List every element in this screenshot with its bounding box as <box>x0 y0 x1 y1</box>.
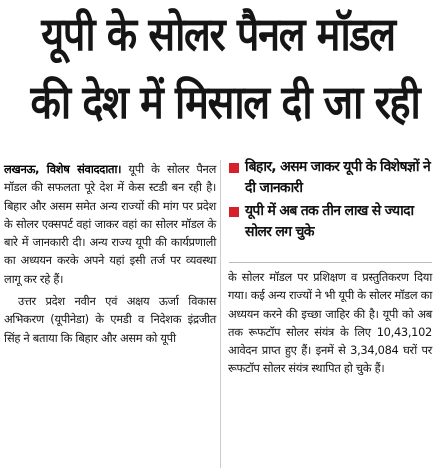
article-paragraph-2: उत्तर प्रदेश नवीन एवं अक्षय ऊर्जा विकास अभिकरण (यूपीनेडा) के एमडी व निदेशक इंद्रजीत सिंह ने बताया कि बिहार और असम को यूपी <box>4 294 216 345</box>
highlights-divider <box>229 262 432 263</box>
article-paragraph-3: के सोलर मॉडल पर प्रशिक्षण व प्रस्तुतिकरण दिया गया। कई अन्य राज्यों ने भी यूपी के सोलर मॉडल का अध्ययन करने की इच्छा जाहिर की है। यूपी को अब तक रूफटॉप सोलर संयंत्र के लिए 10,43,102 आवेदन प्राप्त हुए हैं। इनमें से 3,34,084 घरों पर रूफटॉप सोलर संयंत्र स्थापित हो चुके हैं। <box>228 270 432 376</box>
highlight-item <box>229 157 432 199</box>
article-right-column <box>228 268 432 378</box>
highlights-box <box>229 157 432 245</box>
highlight-text: बिहार, असम जाकर यूपी के विशेषज्ञों ने दी जानकारी <box>245 159 431 196</box>
article-paragraph-1 <box>4 160 216 288</box>
column-divider <box>220 160 221 468</box>
highlight-text: यूपी में अब तक तीन लाख से ज्यादा सोलर लग चुके <box>245 203 414 240</box>
article-left-column <box>4 160 216 347</box>
highlight-item <box>229 201 432 243</box>
dateline: लखनऊ, विशेष संवाददाता। <box>4 162 122 176</box>
red-square-bullet-icon <box>229 207 239 217</box>
headline-line-2: की देश में मिसाल दी जा रही <box>30 75 420 129</box>
headline-line-1: यूपी के सोलर पैनल मॉडल <box>41 7 395 61</box>
paragraph-1-body: यूपी के सोलर पैनल मॉडल की सफलता पूरे देश में केस स्टडी बन रही है। बिहार और असम समेत अन्य राज्यों की मांग पर प्रदेश के सोलर एक्सपर्ट वहां जाकर वहां का सोलर मॉडल के बारे में जानकारी दी। अन्य राज्य यूपी की कार्यप्रणाली का अध्ययन करके अपने यहां इसी तर्ज पर व्यवस्था लागू कर रहे हैं। <box>4 162 216 286</box>
red-square-bullet-icon <box>229 163 239 173</box>
